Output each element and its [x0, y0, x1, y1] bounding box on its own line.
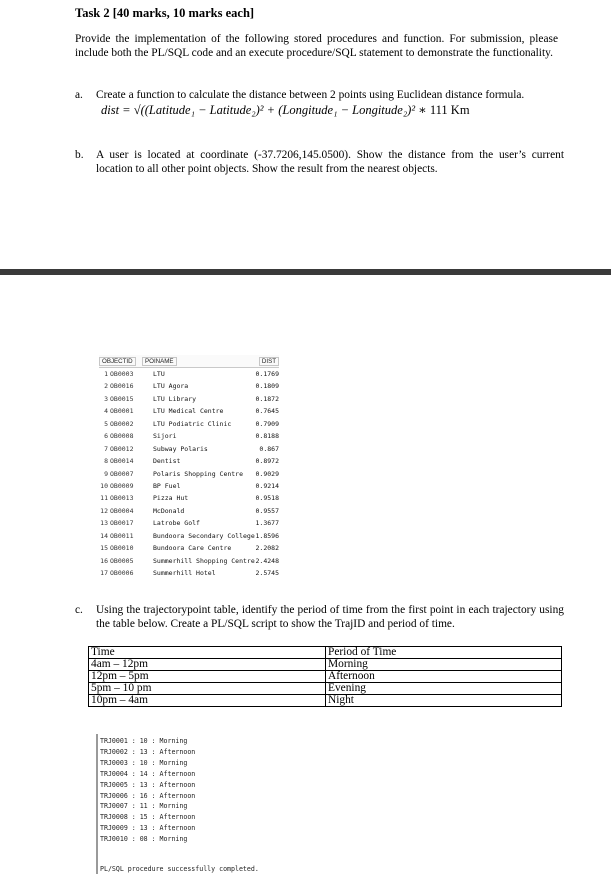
output-line: TRJ0007 : 11 : Morning [100, 802, 188, 811]
time-cell: Time [89, 647, 326, 659]
table-row [99, 380, 279, 392]
object-id: OB0007 [110, 469, 134, 478]
task-title: Task 2 [40 marks, 10 marks each] [75, 6, 255, 20]
object-id: OB0001 [110, 407, 134, 416]
distance-value: 0.9029 [255, 469, 279, 478]
table-row [99, 492, 279, 504]
time-cell: 12pm – 5pm [89, 671, 326, 683]
poi-name: Subway Polaris [153, 444, 208, 453]
distance-value: 2.2082 [255, 544, 279, 553]
header-poiname: POINAME [142, 357, 177, 366]
table-row [99, 542, 279, 554]
formula-lhs: dist = [101, 103, 134, 117]
table-row [99, 468, 279, 480]
distance-value: 1.8596 [255, 531, 279, 540]
result-table-header [99, 355, 279, 368]
output-line: TRJ0008 : 15 : Afternoon [100, 813, 196, 822]
object-id: OB0012 [110, 444, 134, 453]
row-number: 13 [100, 519, 108, 528]
output-line: TRJ0005 : 13 : Afternoon [100, 780, 196, 789]
row-number: 9 [104, 469, 108, 478]
row-number: 17 [100, 569, 108, 577]
row-number: 12 [100, 506, 108, 515]
period-cell: Evening [326, 683, 562, 695]
question-c-text: Using the trajectorypoint table, identify the period of time from the first point in each trajectory using the table below. Create a PL/SQL script to show the TrajID and period of time. [96, 604, 564, 630]
distance-result-table [99, 355, 279, 579]
table-row [99, 567, 279, 579]
period-table-header [89, 647, 562, 659]
row-number: 5 [104, 419, 108, 428]
time-cell: 5pm – 10 pm [89, 683, 326, 695]
distance-value: 0.867 [259, 444, 279, 453]
distance-value: 2.4248 [255, 556, 279, 565]
period-cell: Period of Time [326, 647, 562, 659]
question-b-text: A user is located at coordinate (-37.7206,145.0500). Show the distance from the user’s current location to all other point objects. Show the result from the nearest objects. [96, 149, 564, 175]
distance-value: 0.7909 [255, 419, 279, 428]
table-row [99, 430, 279, 442]
distance-value: 0.1809 [255, 382, 279, 391]
object-id: OB0010 [110, 544, 134, 553]
script-output [96, 734, 308, 874]
distance-value: 0.1872 [255, 394, 279, 403]
result-table-body [99, 368, 279, 579]
object-id: OB0003 [110, 370, 134, 378]
object-id: OB0006 [110, 569, 134, 577]
poi-name: LTU Agora [153, 382, 189, 391]
poi-name: BP Fuel [153, 481, 181, 490]
distance-value: 0.8972 [255, 457, 279, 466]
output-line: TRJ0001 : 10 : Morning [100, 737, 188, 745]
row-number: 14 [100, 531, 108, 540]
question-c-label: c. [75, 604, 83, 616]
row-number: 15 [100, 544, 108, 553]
time-cell: 10pm – 4am [89, 695, 326, 707]
table-row [99, 393, 279, 405]
poi-name: Pizza Hut [153, 494, 189, 503]
time-cell: 4am – 12pm [89, 659, 326, 671]
poi-name: LTU Podiatric Clinic [153, 419, 232, 428]
period-cell: Morning [326, 659, 562, 671]
poi-name: McDonald [153, 506, 185, 515]
output-line: TRJ0002 : 13 : Afternoon [100, 747, 196, 756]
table-row [99, 530, 279, 542]
period-table-row [89, 683, 562, 695]
poi-name: Bundoora Care Centre [153, 544, 232, 553]
question-a [75, 88, 565, 102]
question-a-label: a. [75, 89, 83, 101]
row-number: 1 [104, 370, 108, 378]
poi-name: Dentist [153, 457, 181, 466]
distance-value: 0.7645 [255, 407, 279, 416]
output-line: TRJ0003 : 10 : Morning [100, 758, 188, 767]
table-row [99, 455, 279, 467]
table-row [99, 505, 279, 517]
row-number: 4 [104, 407, 108, 416]
poi-name: Summerhill Hotel [153, 569, 216, 577]
row-number: 8 [104, 457, 108, 466]
poi-name: Polaris Shopping Centre [153, 469, 244, 478]
distance-value: 2.5745 [255, 569, 279, 577]
row-number: 16 [100, 556, 108, 565]
table-row [99, 368, 279, 380]
distance-value: 0.1769 [255, 370, 279, 378]
question-b-label: b. [75, 149, 84, 161]
header-objectid: OBJECTID [99, 357, 136, 366]
poi-name: Sijori [153, 432, 177, 441]
output-line: TRJ0004 : 14 : Afternoon [100, 769, 196, 778]
object-id: OB0014 [110, 457, 134, 466]
table-row [99, 555, 279, 567]
distance-value: 0.8188 [255, 432, 279, 441]
object-id: OB0011 [110, 531, 134, 540]
poi-name: LTU Medical Centre [153, 407, 224, 416]
distance-value: 0.9214 [255, 481, 279, 490]
object-id: OB0002 [110, 419, 134, 428]
row-number: 11 [100, 494, 108, 503]
poi-name: LTU [153, 370, 165, 378]
table-row [99, 405, 279, 417]
table-row [99, 443, 279, 455]
row-number: 10 [100, 481, 108, 490]
period-table [88, 646, 562, 707]
period-table-row [89, 659, 562, 671]
poi-name: Latrobe Golf [153, 519, 200, 528]
task-intro: Provide the implementation of the following stored procedures and function. For submission, please include both the PL/SQL code and an execute procedure/SQL statement to demonstrate the functionality. [75, 33, 558, 59]
question-c [75, 603, 565, 631]
header-dist: DIST [259, 357, 279, 366]
output-line: TRJ0010 : 08 : Morning [100, 835, 188, 844]
table-row [99, 517, 279, 529]
poi-name: Summerhill Shopping Centre [153, 556, 255, 565]
period-table-row [89, 671, 562, 683]
period-cell: Night [326, 695, 562, 707]
row-number: 6 [104, 432, 108, 441]
poi-name: Bundoora Secondary College [153, 531, 255, 540]
period-cell: Afternoon [326, 671, 562, 683]
output-line: TRJ0009 : 13 : Afternoon [100, 824, 196, 833]
distance-value: 0.9518 [255, 494, 279, 503]
row-number: 7 [104, 444, 108, 453]
object-id: OB0008 [110, 432, 134, 441]
distance-value: 0.9557 [255, 506, 279, 515]
formula-rhs: ∗ 111 Km [415, 103, 470, 117]
object-id: OB0009 [110, 481, 134, 490]
object-id: OB0013 [110, 494, 134, 503]
object-id: OB0015 [110, 394, 134, 403]
page-separator [0, 269, 611, 275]
period-table-row [89, 695, 562, 707]
object-id: OB0017 [110, 519, 134, 528]
table-row [99, 480, 279, 492]
table-row [99, 418, 279, 430]
object-id: OB0005 [110, 556, 134, 565]
row-number: 3 [104, 394, 108, 403]
object-id: OB0016 [110, 382, 134, 391]
distance-value: 1.3677 [255, 519, 279, 528]
output-line: TRJ0006 : 16 : Afternoon [100, 791, 196, 800]
formula-body: √((Latitude₁ − Latitude₂)² + (Longitude₁ − Longitude₂)² [133, 103, 416, 117]
question-b [75, 148, 565, 176]
poi-name: LTU Library [153, 394, 197, 403]
output-completed-message: PL/SQL procedure successfully completed. [100, 865, 259, 873]
question-a-text: Create a function to calculate the distance between 2 points using Euclidean distance formula. [96, 89, 525, 101]
object-id: OB0004 [110, 506, 134, 515]
row-number: 2 [104, 382, 108, 391]
distance-formula [101, 102, 470, 118]
